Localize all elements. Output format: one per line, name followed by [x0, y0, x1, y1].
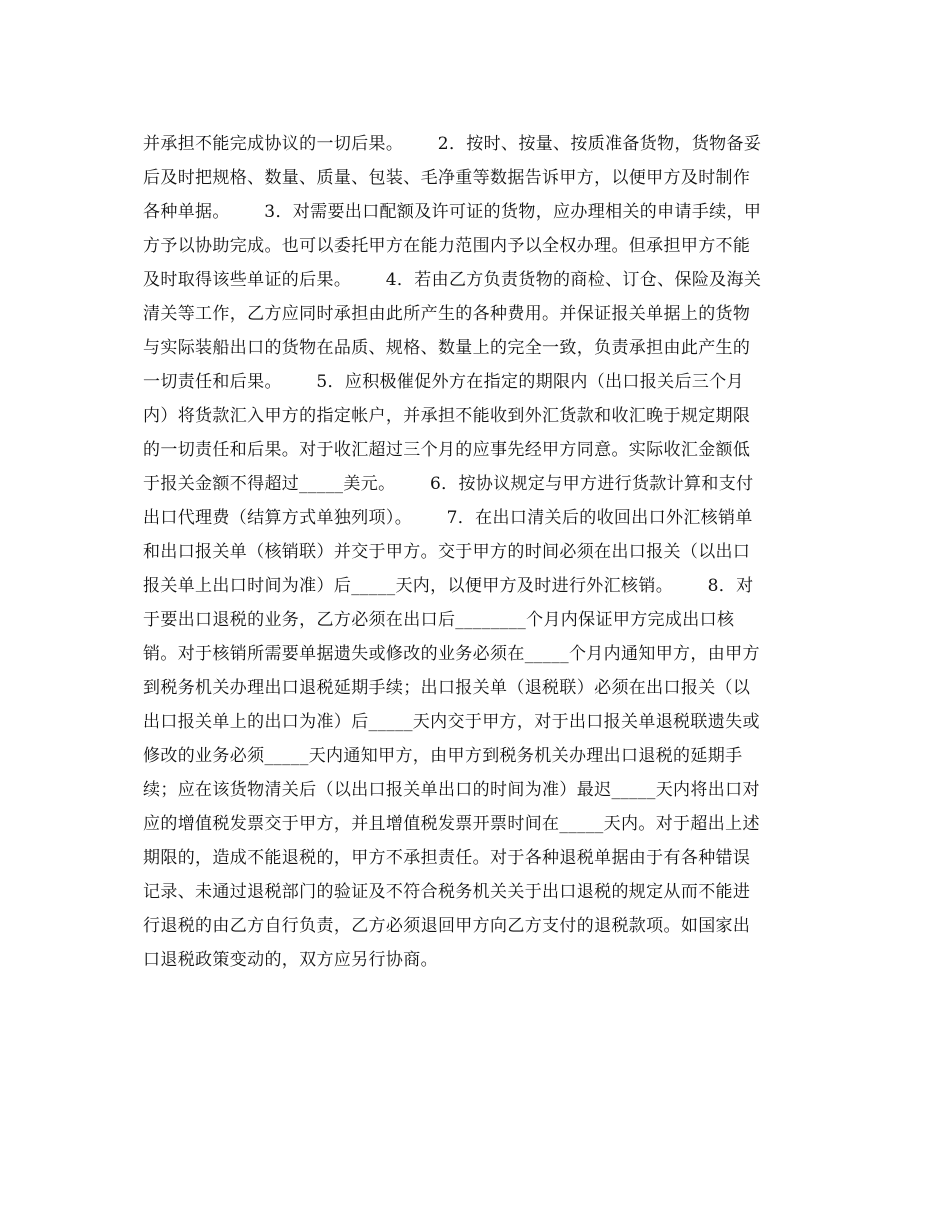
text-line-3: 各种单据。 3．对需要出口配额及许可证的货物，应办理相关的申请手续，甲: [143, 202, 762, 222]
text-line-10: 的一切责任和后果。对于收汇超过三个月的应事先经甲方同意。实际收汇金额低: [143, 440, 751, 460]
text-line-15: 于要出口退税的业务，乙方必须在出口后________个月内保证甲方完成出口核: [143, 610, 735, 630]
text-line-14: 报关单上出口时间为准）后_____天内，以便甲方及时进行外汇核销。 8．对: [143, 576, 754, 596]
text-line-16: 销。对于核销所需要单据遗失或修改的业务必须在_____个月内通知甲方，由甲方: [143, 644, 760, 664]
text-line-23: 记录、未通过退税部门的验证及不符合税务机关关于出口退税的规定从而不能进: [143, 882, 751, 902]
text-line-6: 清关等工作，乙方应同时承担由此所产生的各种费用。并保证报关单据上的货物: [143, 304, 751, 324]
text-line-4: 方予以协助完成。也可以委托甲方在能力范围内予以全权办理。但承担甲方不能: [143, 236, 751, 256]
text-line-7: 与实际装船出口的货物在品质、规格、数量上的完全一致，负责承担由此产生的: [143, 338, 751, 358]
text-line-9: 内）将货款汇入甲方的指定帐户，并承担不能收到外汇货款和收汇晚于规定期限: [143, 406, 751, 426]
text-line-11: 于报关金额不得超过_____美元。 6．按协议规定与甲方进行货款计算和支付: [143, 474, 754, 494]
text-line-20: 续；应在该货物清关后（以出口报关单出口的时间为准）最迟_____天内将出口对: [143, 780, 760, 800]
text-line-2: 后及时把规格、数量、质量、包装、毛净重等数据告诉甲方，以便甲方及时制作: [143, 168, 751, 188]
text-line-8: 一切责任和后果。 5．应积极催促外方在指定的期限内（出口报关后三个月: [143, 372, 744, 392]
text-line-25: 口退税政策变动的，双方应另行协商。: [143, 950, 438, 970]
text-line-21: 应的增值税发票交于甲方，并且增值税发票开票时间在_____天内。对于超出上述: [143, 814, 760, 834]
text-line-1: 并承担不能完成协议的一切后果。 2．按时、按量、按质准备货物，货物备妥: [143, 134, 762, 154]
contract-body-text: [143, 127, 823, 977]
text-line-17: 到税务机关办理出口退税延期手续；出口报关单（退税联）必须在出口报关（以: [143, 678, 751, 698]
text-line-13: 和出口报关单（核销联）并交于甲方。交于甲方的时间必须在出口报关（以出口: [143, 542, 751, 562]
text-line-12: 出口代理费（结算方式单独列项）。 7．在出口清关后的收回出口外汇核销单: [143, 508, 753, 528]
text-line-5: 及时取得该些单证的后果。 4．若由乙方负责货物的商检、订仓、保险及海关: [143, 270, 762, 290]
text-line-19: 修改的业务必须_____天内通知甲方，由甲方到税务机关办理出口退税的延期手: [143, 746, 743, 766]
text-line-24: 行退税的由乙方自行负责，乙方必须退回甲方向乙方支付的退税款项。如国家出: [143, 916, 751, 936]
text-line-22: 期限的，造成不能退税的，甲方不承担责任。对于各种退税单据由于有各种错误: [143, 848, 751, 868]
text-line-18: 出口报关单上的出口为准）后_____天内交于甲方，对于出口报关单退税联遗失或: [143, 712, 760, 732]
